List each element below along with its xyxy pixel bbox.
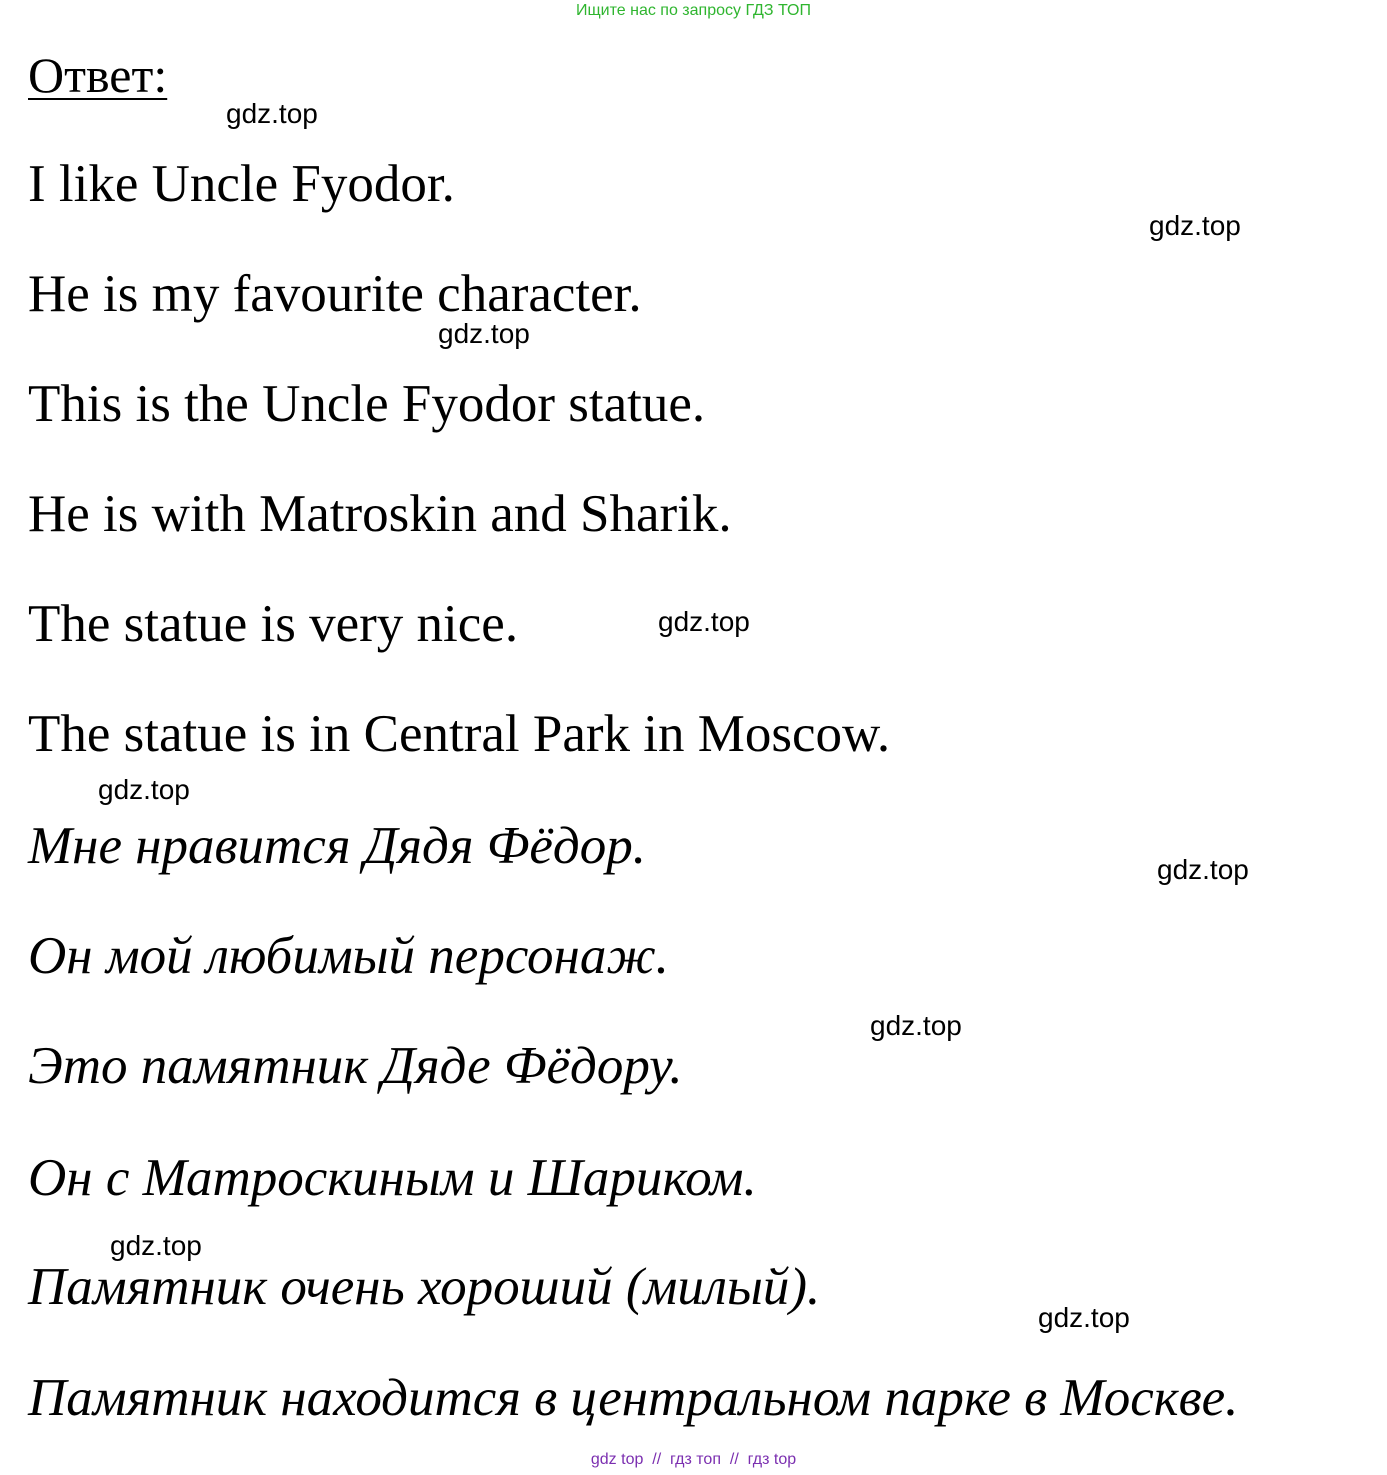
watermark-6: gdz.top bbox=[1157, 854, 1249, 885]
watermark-5: gdz.top bbox=[98, 774, 190, 805]
watermark-8: gdz.top bbox=[110, 1230, 202, 1261]
russian-line-5: Памятник очень хороший (милый). bbox=[28, 1258, 821, 1316]
bottom-footer: gdz top // гдз топ // гдз top bbox=[590, 1451, 797, 1468]
english-line-2: He is my favourite character. bbox=[28, 265, 642, 323]
russian-line-4: Он с Матроскиным и Шариком. bbox=[28, 1149, 757, 1207]
russian-line-6: Памятник находится в центральном парке в Москве. bbox=[28, 1369, 1239, 1427]
english-line-4: He is with Matroskin and Sharik. bbox=[28, 485, 732, 543]
russian-line-2: Он мой любимый персонаж. bbox=[28, 927, 669, 985]
russian-line-1: Мне нравится Дядя Фёдор. bbox=[28, 817, 646, 875]
top-banner: Ищите нас по запросу ГДЗ ТОП bbox=[576, 2, 811, 19]
watermark-7: gdz.top bbox=[870, 1010, 962, 1041]
english-line-1: I like Uncle Fyodor. bbox=[28, 155, 455, 213]
watermark-9: gdz.top bbox=[1038, 1302, 1130, 1333]
english-line-6: The statue is in Central Park in Moscow. bbox=[28, 705, 891, 763]
english-line-5: The statue is very nice. bbox=[28, 595, 519, 653]
watermark-2: gdz.top bbox=[1149, 210, 1241, 241]
watermark-1: gdz.top bbox=[226, 98, 318, 129]
english-line-3: This is the Uncle Fyodor statue. bbox=[28, 375, 706, 433]
watermark-4: gdz.top bbox=[658, 606, 750, 637]
watermark-3: gdz.top bbox=[438, 318, 530, 349]
russian-line-3: Это памятник Дяде Фёдору. bbox=[28, 1037, 683, 1095]
answer-heading: Ответ: bbox=[28, 47, 168, 103]
